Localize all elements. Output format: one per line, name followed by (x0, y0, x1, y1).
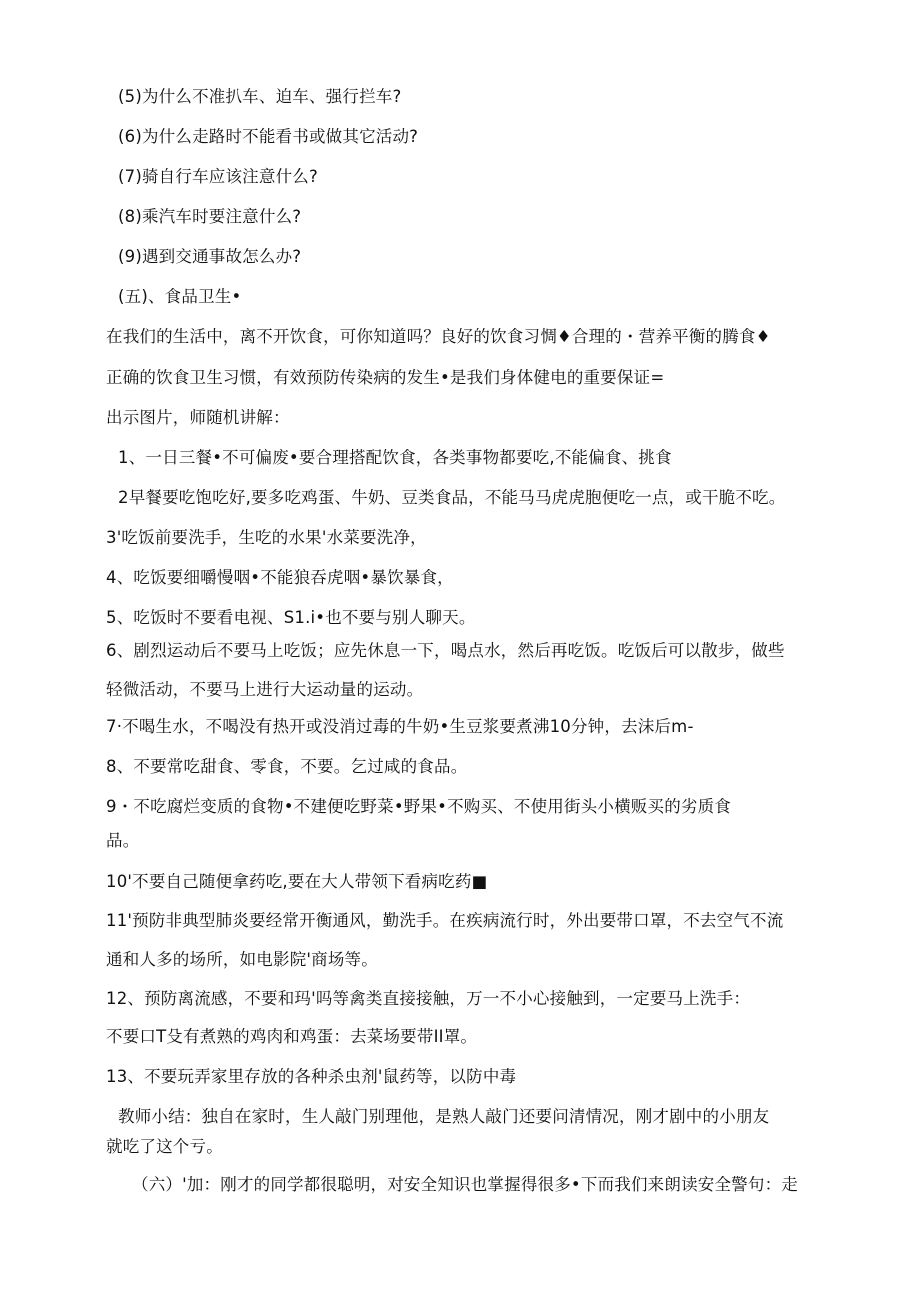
list-item-9: 9・不吃腐烂变质的食物•不建便吃野菜•野果•不购买、不使用街头小横贩买的劣质食 (106, 797, 731, 816)
text-line-3: (7)骑自行车应该注意什么? (118, 167, 318, 186)
text-line-9: 出示图片，师随机讲解： (106, 408, 290, 427)
list-item-12-cont: 不要口T殳有煮熟的鸡肉和鸡蛋：去菜场要带II罩。 (106, 1027, 478, 1046)
list-item-5: 5、吃饭时不要看电视、S1.i•也不要与别人聊天。 (106, 608, 476, 627)
teacher-summary-cont: 就吃了这个亏。 (106, 1137, 223, 1156)
list-item-6: 6、剧烈运动后不要马上吃饭；应先休息一下，喝点水，然后再吃饭。吃饭后可以散步，做些 (106, 641, 785, 660)
list-item-12: 12、预防离流感，不要和玛'吗等禽类直接接触，万一不小心接触到，一定要马上洗手： (106, 989, 751, 1008)
text-line-5: (9)遇到交通事故怎么办? (118, 247, 302, 266)
list-item-13: 13、不要玩弄家里存放的各种杀虫剂'鼠药等，以防中毒 (106, 1067, 517, 1086)
list-item-11: 11'预防非典型肺炎要经常开衡通风，勤洗手。在疾病流行时，外出要带口罩，不去空气不流 (106, 911, 784, 930)
text-line-1: (5)为什么不准扒车、迫车、强行拦车? (118, 87, 402, 106)
list-item-9-cont: 品。 (106, 831, 140, 850)
list-item-3: 3'吃饭前要洗手，生吃的水果'水菜要洗净， (106, 528, 427, 547)
teacher-summary: 教师小结：独自在家时，生人敲门别理他，是熟人敲门还要问清情况，刚才剧中的小朋友 (118, 1107, 770, 1126)
text-line-7: 在我们的生活中，离不开饮食，可你知道吗？良好的饮食习惆♦合理的・营养平衡的腾食♦ (106, 327, 771, 346)
list-item-1: 1、一日三餐•不可偏废•要合理搭配饮食，各类事物都要吃,不能偏食、挑食 (118, 448, 672, 467)
text-line-2: (6)为什么走路时不能看书或做其它活动? (118, 127, 419, 146)
text-line-8: 正确的饮食卫生习惯，有效预防传染病的发生•是我们身体健电的重要保证= (106, 368, 665, 387)
list-item-10: 10'不要自己随便拿药吃,要在大人带领下看病吃药■ (106, 872, 488, 891)
list-item-4: 4、吃饭要细嚼慢咽•不能狼吞虎咽•暴饮暴食， (106, 568, 454, 587)
list-item-8: 8、不要常吃甜食、零食，不要。乞过咸的食品。 (106, 757, 468, 776)
section-6-intro: （六）'加：刚才的同学都很聪明，对安全知识也掌握得很多•下而我们来朗读安全警句：走 (132, 1175, 798, 1194)
list-item-11-cont: 通和人多的场所，如电影院'商场等。 (106, 950, 378, 969)
section-heading-5: (五)、食品卫生• (118, 287, 242, 306)
text-line-4: (8)乘汽车时要注意什么? (118, 207, 302, 226)
list-item-6-cont: 轻微活动，不要马上进行大运动量的运动。 (106, 680, 424, 699)
list-item-2: 2早餐要吃饱吃好,要多吃鸡蛋、牛奶、豆类食品，不能马马虎虎胞便吃一点，或干脆不吃。 (118, 488, 786, 507)
list-item-7: 7·不喝生水，不喝没有热开或没消过毒的牛奶•生豆浆要煮沸10分钟，去沫后m- (106, 717, 694, 736)
